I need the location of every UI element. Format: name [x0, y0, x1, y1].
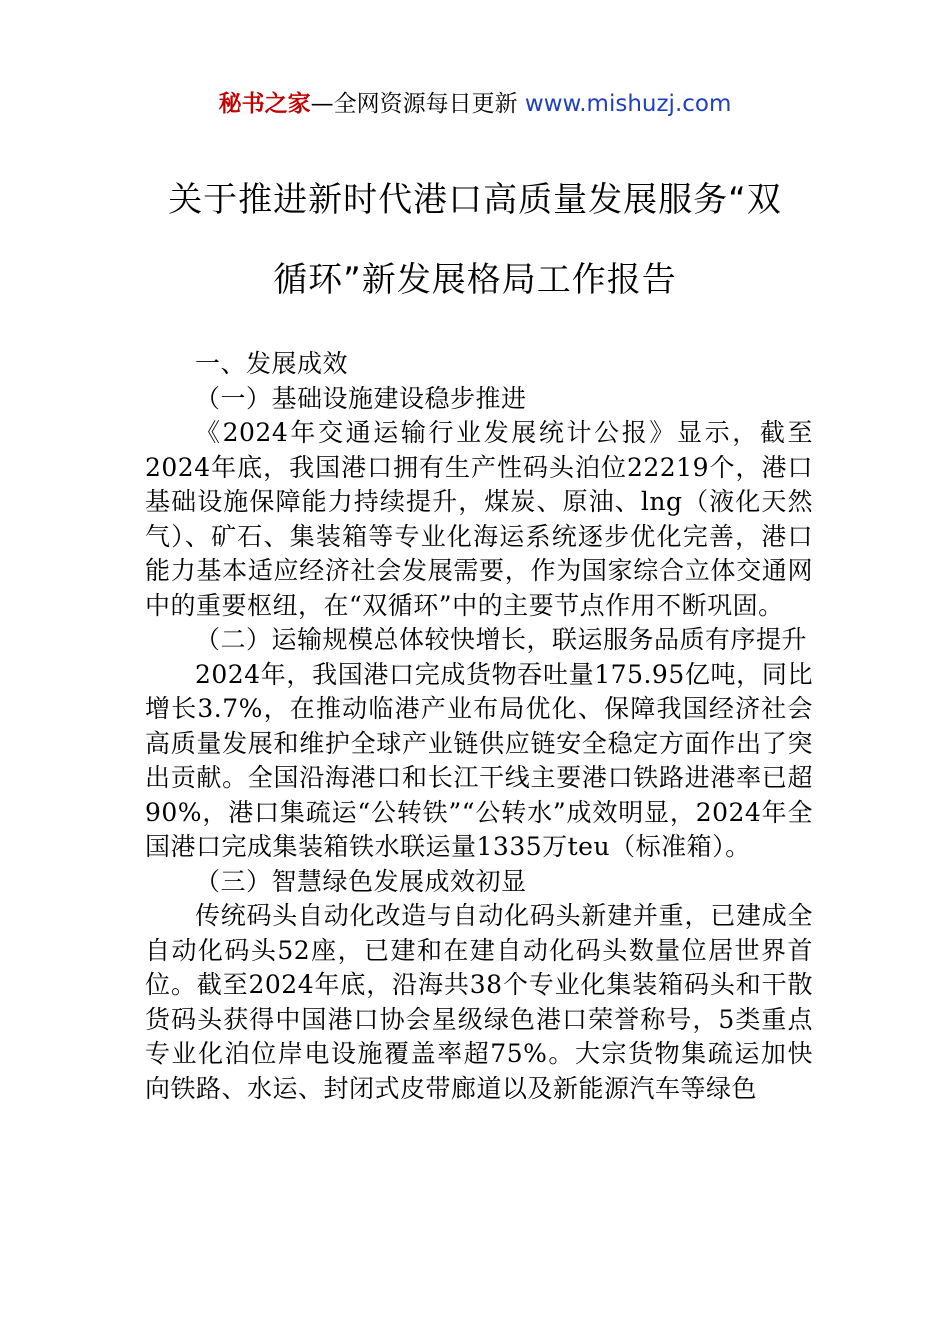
site-url-link[interactable]: www.mishuzj.com: [524, 91, 732, 117]
paragraph-2: 2024年，我国港口完成货物吞吐量175.95亿吨，同比增长3.7%，在推动临港产业布局优化、保障我国经济社会高质量发展和维护全球产业链供应链安全稳定方面作出了突出贡献。全国沿海港口和长江干线主要港口铁路进港率已超90%，港口集疏运“公转铁”“公转水”成效明显，2024年全国港口完成集装箱铁水联运量1335万teu（标准箱）。: [145, 659, 813, 861]
title-line-2: 循环”新发展格局工作报告: [273, 260, 677, 300]
paragraph-3: 传统码头自动化改造与自动化码头新建并重，已建成全自动化码头52座，已建和在建自动化码头数量位居世界首位。截至2024年底，沿海共38个专业化集装箱码头和干散货码头获得中国港口协会星级绿色港口荣誉称号，5类重点专业化泊位岸电设施覆盖率超75%。大宗货物集疏运加快向铁路、水运、封闭式皮带廊道以及新能源汽车等绿色: [145, 901, 813, 1103]
brand-name: 秘书之家: [218, 91, 311, 117]
header-tagline: —全网资源每日更新: [310, 91, 525, 117]
subsection-heading-3: （三）智慧绿色发展成效初显: [195, 866, 527, 896]
document-body: [145, 347, 813, 1106]
site-header: [0, 88, 950, 120]
subsection-heading-1: （一）基础设施建设稳步推进: [195, 383, 527, 413]
title-line-1: 关于推进新时代港口高质量发展服务“双: [168, 180, 782, 220]
section-heading-1: 一、发展成效: [195, 349, 349, 378]
document-title: [140, 160, 810, 320]
paragraph-1: 《2024年交通运输行业发展统计公报》显示，截至2024年底，我国港口拥有生产性码头泊位22219个，港口基础设施保障能力持续提升，煤炭、原油、lng（液化天然气）、矿石、集装箱等专业化海运系统逐步优化完善，港口能力基本适应经济社会发展需要，作为国家综合立体交通网中的重要枢纽，在“双循环”中的主要节点作用不断巩固。: [145, 418, 813, 620]
subsection-heading-2: （二）运输规模总体较快增长，联运服务品质有序提升: [195, 625, 808, 654]
